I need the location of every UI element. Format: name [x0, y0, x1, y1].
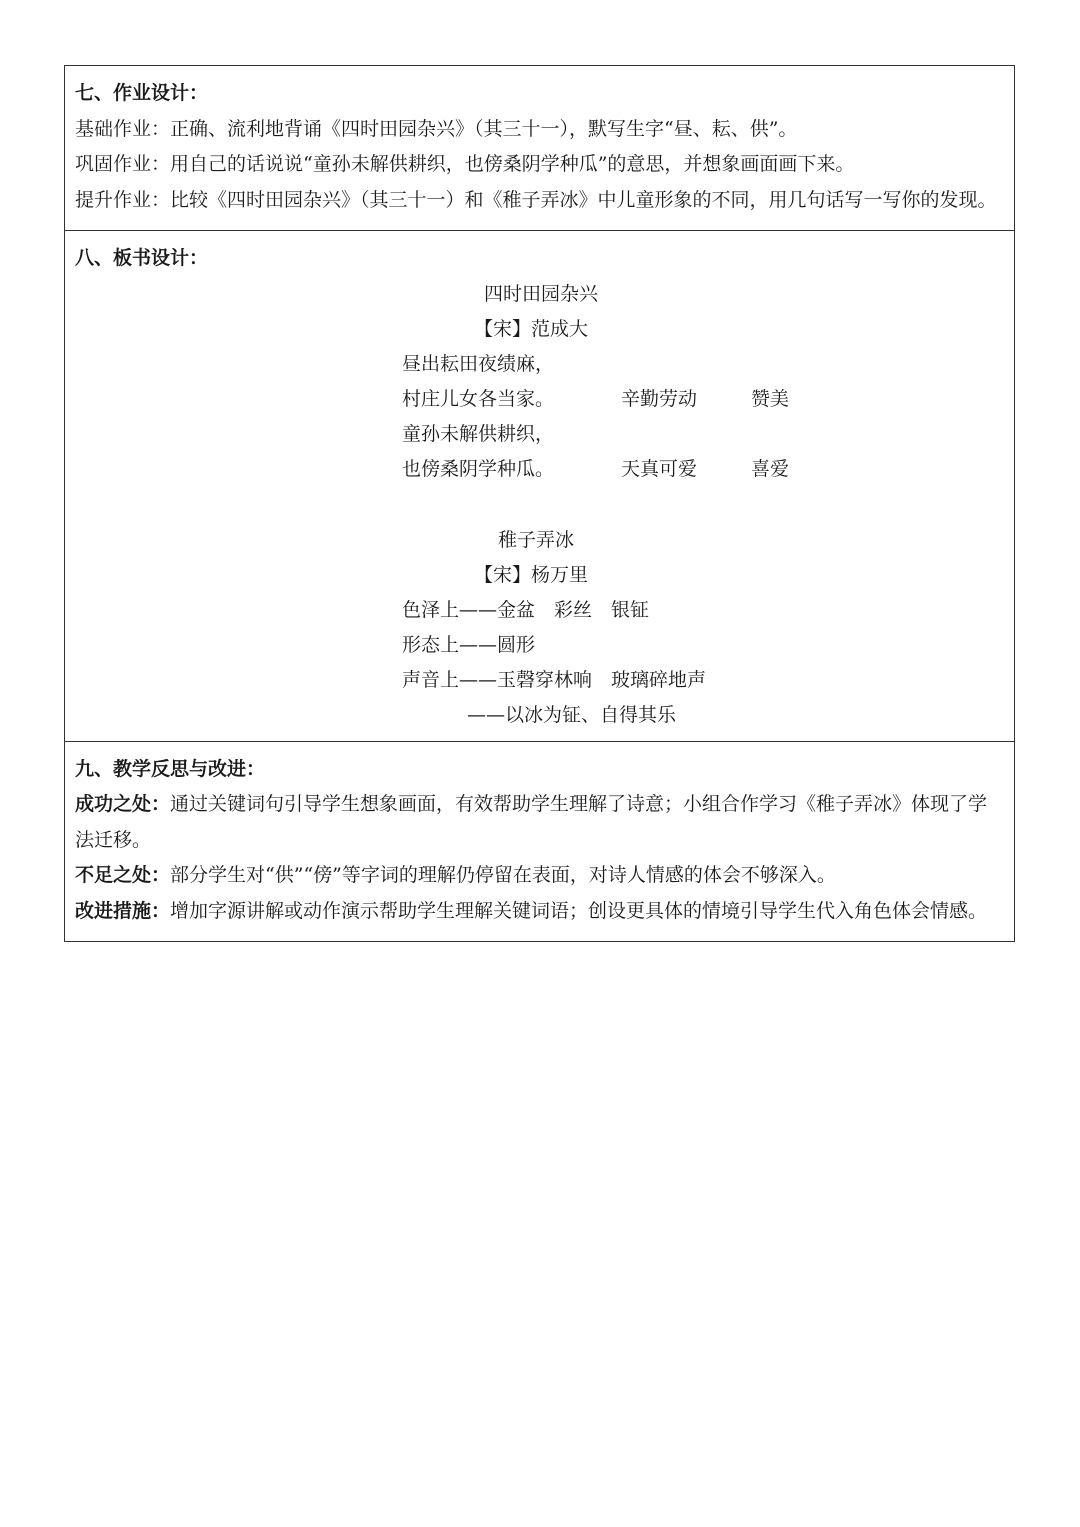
lesson-plan-table	[64, 65, 1015, 942]
poem1-line3: 童孙未解供耕织，	[402, 422, 555, 445]
homework-section	[65, 66, 1014, 231]
poem1-line2-note2: 赞美	[751, 387, 790, 410]
board-title: 八、板书设计：	[75, 247, 209, 269]
poem1-author: 【宋】范成大	[474, 317, 589, 340]
success-label: 成功之处：	[75, 793, 171, 815]
shortfall-text: 部分学生对“供”“傍”等字词的理解仍停留在表面，对诗人情感的体会不够深入。	[170, 864, 836, 886]
homework-title: 七、作业设计：	[75, 82, 209, 104]
reflection-success	[75, 787, 1004, 858]
reflection-section	[65, 742, 1014, 942]
poem1-line1: 昼出耘田夜绩麻，	[402, 352, 555, 375]
homework-consolidate: 巩固作业：用自己的话说说“童孙未解供耕织，也傍桑阴学种瓜”的意思，并想象画面画下来。	[75, 153, 855, 175]
success-text: 通过关键词句引导学生想象画面，有效帮助学生理解了诗意；小组合作学习《稚子弄冰》体现了学法迁移。	[75, 793, 988, 851]
poem2-line4: ——以冰为钲、自得其乐	[467, 703, 677, 726]
poem2-line3: 声音上——玉磬穿林响 玻璃碎地声	[402, 668, 707, 691]
poem1-line2-note1: 辛勤劳动	[621, 387, 698, 410]
poem1-line2: 村庄儿女各当家。	[402, 387, 555, 410]
improve-label: 改进措施：	[75, 899, 171, 922]
poem2-title: 稚子弄冰	[498, 528, 575, 551]
poem1-line4-note2: 喜爱	[751, 457, 790, 480]
poem1-title: 四时田园杂兴	[484, 282, 599, 305]
reflection-improve	[75, 894, 1004, 930]
improve-text: 增加字源讲解或动作演示帮助学生理解关键词语；创设更具体的情境引导学生代入角色体会情感。	[170, 899, 988, 922]
poem1-line4: 也傍桑阴学种瓜。	[402, 457, 555, 480]
poem1-line4-note1: 天真可爱	[621, 457, 698, 480]
board-content	[75, 277, 1004, 729]
poem2-author: 【宋】杨万里	[474, 563, 589, 586]
poem2-line1: 色泽上——金盆 彩丝 银钲	[402, 598, 650, 621]
homework-advanced: 提升作业：比较《四时田园杂兴》（其三十一）和《稚子弄冰》中儿童形象的不同，用几句话写一写你的发现。	[75, 188, 997, 211]
homework-basic: 基础作业：正确、流利地背诵《四时田园杂兴》（其三十一），默写生字“昼、耘、供”。	[75, 117, 798, 140]
reflection-title: 九、教学反思与改进：	[75, 757, 266, 780]
shortfall-label: 不足之处：	[75, 864, 171, 886]
poem2-line2: 形态上——圆形	[402, 633, 536, 656]
board-section	[65, 231, 1014, 742]
reflection-shortfall	[75, 858, 1004, 894]
